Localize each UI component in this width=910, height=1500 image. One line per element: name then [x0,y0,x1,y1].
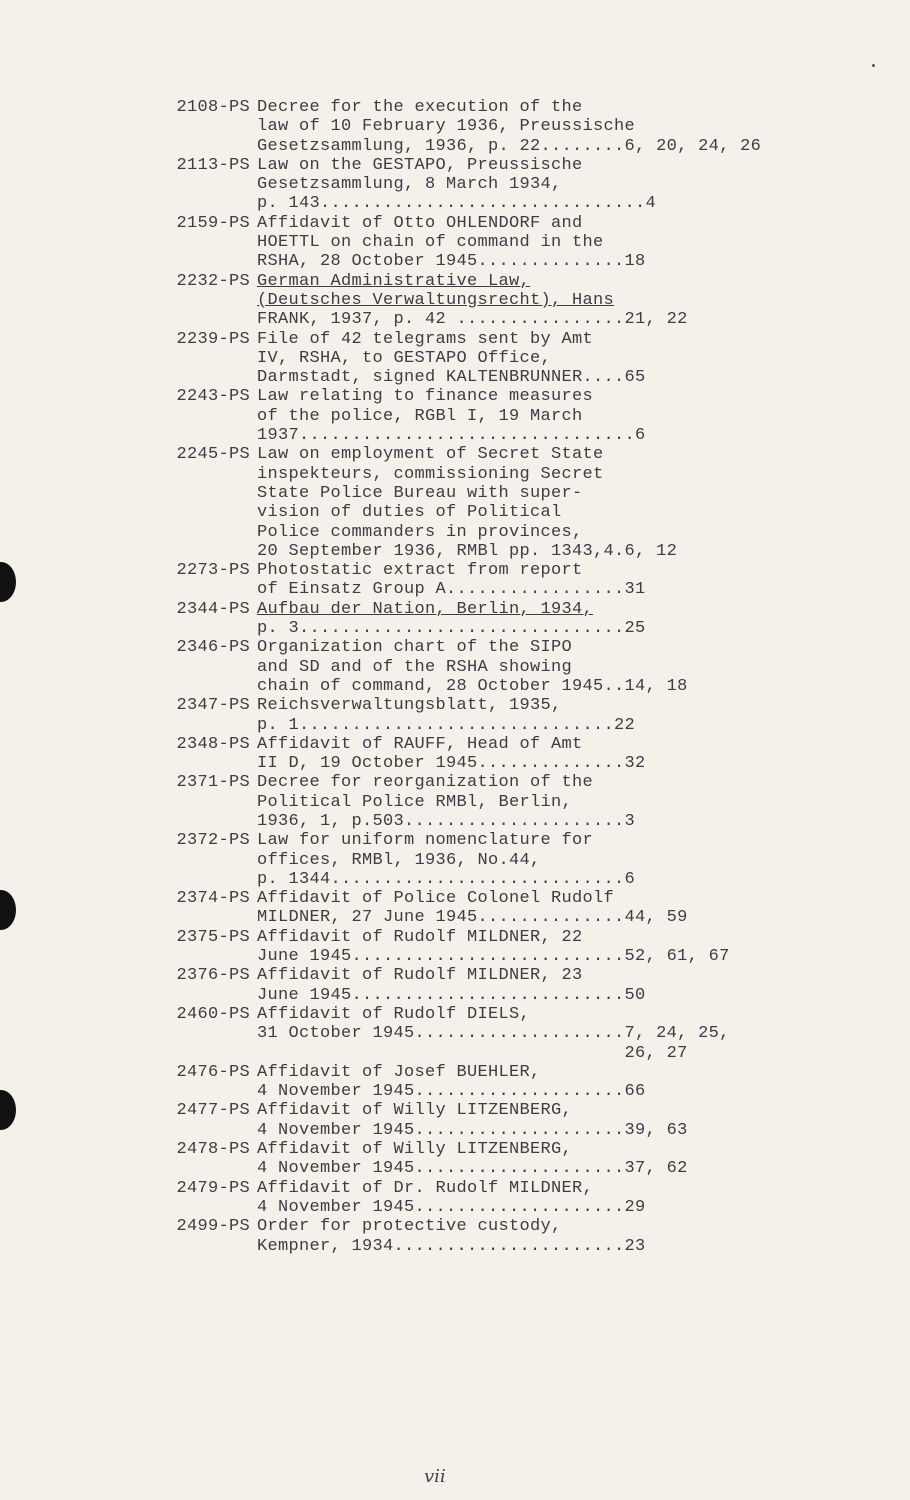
punch-hole-top [0,562,16,602]
entry-line: p. 1..............................22 [257,715,636,735]
document-number: 2239-PS [176,329,250,349]
entry-line: (Deutsches Verwaltungsrecht), Hans [257,290,615,310]
index-entry [150,1217,840,1256]
index-entry [150,831,840,889]
entry-line: p. 3...............................25 [257,619,646,639]
entry-line: Police commanders in provinces, [257,522,583,542]
index-entry [150,330,840,388]
index-entry [150,445,840,561]
entry-description [257,272,840,330]
entry-description [257,773,840,831]
document-number: 2476-PS [176,1062,250,1082]
index-entry [150,773,840,831]
entry-line: Affidavit of Police Colonel Rudolf [257,889,615,909]
entry-line: law of 10 February 1936, Preussische [257,117,636,137]
entry-line: Kempner, 1934......................23 [257,1236,646,1256]
entry-line: of Einsatz Group A.................31 [257,580,646,600]
entry-line: 1936, 1, p.503.....................3 [257,811,636,831]
entry-line: Photostatic extract from report [257,561,583,581]
document-number: 2159-PS [176,213,250,233]
entry-description [257,1217,840,1256]
entry-description [257,1179,840,1218]
entry-line: Decree for reorganization of the [257,773,594,793]
entry-description [257,696,840,735]
entry-line: 1937................................6 [257,426,646,446]
entry-line: 20 September 1936, RMBl pp. 1343,4.6, 12 [257,541,678,561]
document-index-list [150,98,840,1256]
entry-description [257,214,840,272]
entry-line: Affidavit of Dr. Rudolf MILDNER, [257,1178,594,1198]
entry-description [257,156,840,214]
entry-line: Affidavit of Rudolf MILDNER, 23 [257,966,583,986]
punch-hole-middle [0,890,16,930]
entry-line: Gesetzsammlung, 8 March 1934, [257,175,562,195]
entry-line: State Police Bureau with super- [257,483,583,503]
entry-description [257,387,840,445]
entry-line: MILDNER, 27 June 1945..............44, 59 [257,908,688,928]
entry-line: German Administrative Law, [257,271,531,291]
document-number: 2479-PS [176,1178,250,1198]
entry-line: of the police, RGBl I, 19 March [257,406,583,426]
entry-description [257,831,840,889]
entry-line: Affidavit of Rudolf MILDNER, 22 [257,927,583,947]
ink-speck [872,64,875,67]
entry-line: Organization chart of the SIPO [257,638,573,658]
document-number: 2108-PS [176,98,250,117]
entry-description [257,638,840,696]
index-entry [150,889,840,928]
entry-line: FRANK, 1937, p. 42 ................21, 22 [257,310,688,330]
index-entry [150,966,840,1005]
entry-description [257,561,840,600]
index-entry [150,98,840,156]
entry-line: Aufbau der Nation, Berlin, 1934, [257,599,594,619]
index-entry [150,1101,840,1140]
index-entry [150,561,840,600]
entry-description [257,330,840,388]
entry-line: RSHA, 28 October 1945..............18 [257,252,646,272]
index-entry [150,387,840,445]
document-number: 2113-PS [176,155,250,175]
index-entry [150,214,840,272]
index-entry [150,272,840,330]
entry-line: HOETTL on chain of command in the [257,233,604,253]
document-number: 2344-PS [176,599,250,619]
entry-description [257,98,840,156]
entry-line: Affidavit of Willy LITZENBERG, [257,1101,573,1121]
entry-line: p. 1344............................6 [257,869,636,889]
index-entry [150,638,840,696]
document-number: 2348-PS [176,734,250,754]
entry-line: 4 November 1945....................29 [257,1197,646,1217]
document-number: 2273-PS [176,561,250,581]
index-entry [150,156,840,214]
entry-line: Political Police RMBl, Berlin, [257,792,573,812]
entry-description [257,600,840,639]
document-number: 2477-PS [176,1101,250,1121]
entry-line: Affidavit of Otto OHLENDORF and [257,213,583,233]
entry-line: Law for uniform nomenclature for [257,831,594,851]
entry-line: Gesetzsammlung, 1936, p. 22........6, 20, 24, 26 [257,136,762,156]
entry-line: Darmstadt, signed KALTENBRUNNER....65 [257,368,646,388]
document-number: 2245-PS [176,445,250,465]
entry-line: 4 November 1945....................66 [257,1082,646,1102]
document-number: 2460-PS [176,1004,250,1024]
document-number: 2375-PS [176,927,250,947]
entry-line: Reichsverwaltungsblatt, 1935, [257,696,562,716]
entry-line: inspekteurs, commissioning Secret [257,464,604,484]
entry-description [257,1063,840,1102]
entry-description [257,445,840,561]
entry-line: IV, RSHA, to GESTAPO Office, [257,348,552,368]
entry-line: Order for protective custody, [257,1217,562,1237]
document-number: 2232-PS [176,271,250,291]
document-number: 2372-PS [176,831,250,851]
entry-line: Law relating to finance measures [257,387,594,407]
entry-line: Law on employment of Secret State [257,445,604,465]
page-number: vii [424,1466,446,1487]
entry-line: June 1945..........................52, 61, 67 [257,947,730,967]
entry-description [257,1005,840,1063]
entry-line: Affidavit of Josef BUEHLER, [257,1062,541,1082]
entry-description [257,735,840,774]
entry-description [257,928,840,967]
entry-description [257,966,840,1005]
entry-line: offices, RMBl, 1936, No.44, [257,850,541,870]
index-entry [150,600,840,639]
entry-line: II D, 19 October 1945..............32 [257,754,646,774]
document-number: 2376-PS [176,966,250,986]
punch-hole-bottom [0,1090,16,1130]
document-number: 2346-PS [176,638,250,658]
index-entry [150,735,840,774]
entry-line: p. 143...............................4 [257,194,657,214]
index-entry [150,1005,840,1063]
document-number: 2243-PS [176,387,250,407]
document-number: 2347-PS [176,696,250,716]
document-number: 2371-PS [176,773,250,793]
entry-line: Affidavit of Rudolf DIELS, [257,1004,531,1024]
entry-line: Decree for the execution of the [257,98,583,117]
entry-line: Affidavit of Willy LITZENBERG, [257,1140,573,1160]
entry-description [257,1101,840,1140]
index-entry [150,696,840,735]
entry-line: 31 October 1945....................7, 24, 25, [257,1024,730,1044]
entry-line: 26, 27 [257,1043,688,1063]
index-entry [150,1140,840,1179]
document-number: 2374-PS [176,889,250,909]
entry-line: Law on the GESTAPO, Preussische [257,155,583,175]
entry-line: 4 November 1945....................37, 62 [257,1159,688,1179]
entry-line: File of 42 telegrams sent by Amt [257,329,594,349]
entry-line: Affidavit of RAUFF, Head of Amt [257,734,583,754]
entry-line: 4 November 1945....................39, 63 [257,1120,688,1140]
entry-description [257,889,840,928]
document-number: 2478-PS [176,1140,250,1160]
index-entry [150,1063,840,1102]
entry-line: and SD and of the RSHA showing [257,657,573,677]
entry-line: vision of duties of Political [257,503,562,523]
index-entry [150,1179,840,1218]
entry-line: June 1945..........................50 [257,985,646,1005]
index-entry [150,928,840,967]
document-number: 2499-PS [176,1217,250,1237]
entry-description [257,1140,840,1179]
entry-line: chain of command, 28 October 1945..14, 18 [257,676,688,696]
